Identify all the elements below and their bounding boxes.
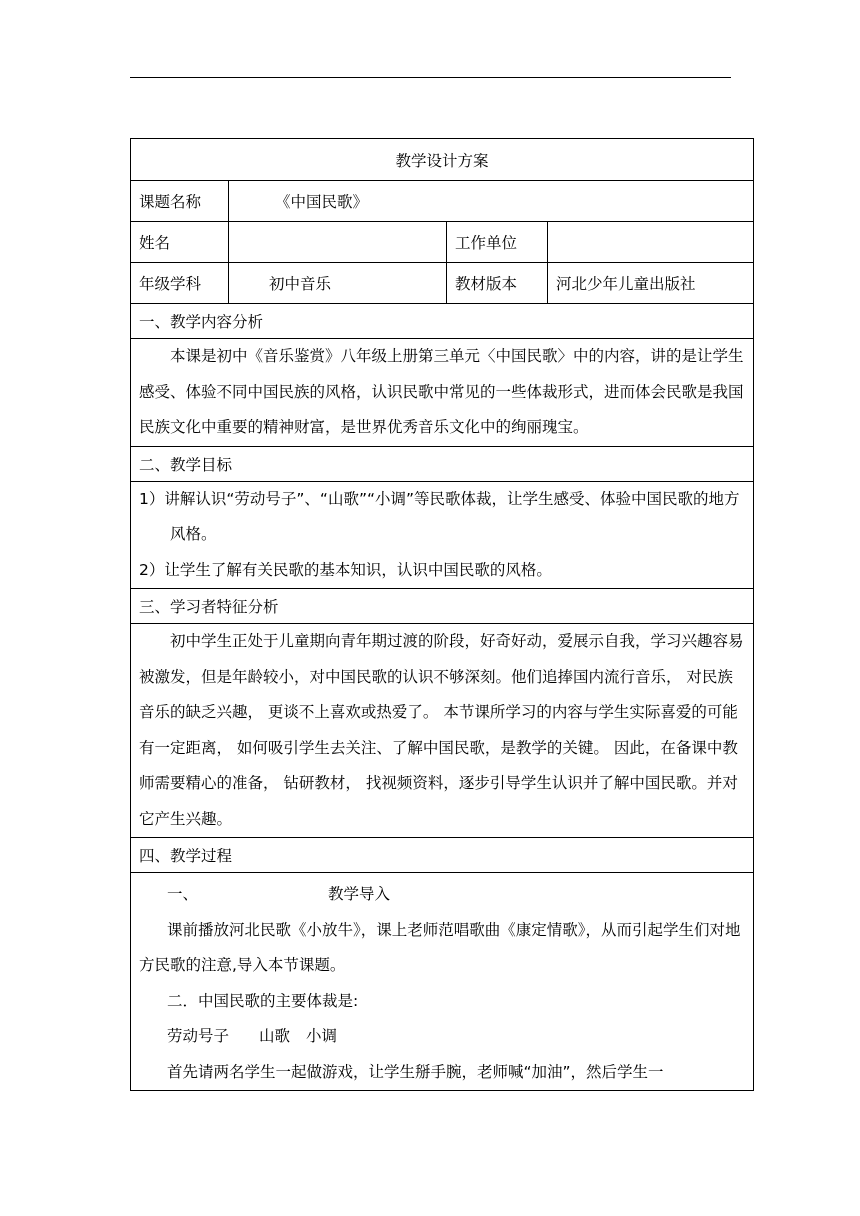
objective-item: 2）让学生了解有关民歌的基本知识，认识中国民歌的风格。 xyxy=(139,560,552,579)
form-title: 教学设计方案 xyxy=(131,139,754,181)
process-body xyxy=(131,873,754,1091)
objectives-body xyxy=(131,481,754,589)
lesson-plan-table xyxy=(130,138,754,1091)
edition-value: 河北少年儿童出版社 xyxy=(548,263,754,304)
grade-label: 年级学科 xyxy=(131,263,229,304)
unit-value xyxy=(548,222,754,263)
course-value: 《中国民歌》 xyxy=(229,181,754,222)
step1-text: 课前播放河北民歌《小放牛》，课上老师范唱歌曲《康定情歌》，从而引起学生们对地方民歌的注意,导入本节课题。 xyxy=(139,920,741,974)
genre-ditty: 小调 xyxy=(306,1027,338,1045)
step3-text: 首先请两名学生一起做游戏，让学生掰手腕，老师喊“加油”，然后学生一 xyxy=(167,1062,664,1081)
header-rule xyxy=(130,77,731,78)
content-analysis-body xyxy=(131,339,754,447)
step1-title: 教学导入 xyxy=(328,885,391,903)
course-label: 课题名称 xyxy=(131,181,229,222)
step2-title: 二．中国民歌的主要体裁是: xyxy=(167,991,359,1010)
objectives-heading: 二、教学目标 xyxy=(131,446,754,481)
name-label: 姓名 xyxy=(131,222,229,263)
learners-heading: 三、学习者特征分析 xyxy=(131,589,754,624)
step1-line xyxy=(139,877,745,913)
genre-work-song: 劳动号子 xyxy=(167,1027,230,1045)
edition-label: 教材版本 xyxy=(447,263,548,304)
grade-value: 初中音乐 xyxy=(229,263,447,304)
genre-mountain-song: 山歌 xyxy=(259,1027,291,1045)
content-analysis-text: 本课是初中《音乐鉴赏》八年级上册第三单元〈中国民歌〉中的内容，讲的是让学生感受、体验不同中国民族的风格，认识民歌中常见的一些体裁形式，进而体会民歌是我国民族文化中重要的精神财富，是世界优秀音乐文化中的绚丽瑰宝。 xyxy=(139,347,744,436)
objective-item: 1）讲解认识“劳动号子”、“山歌”“小调”等民歌体裁，让学生感受、体验中国民歌的地方风格。 xyxy=(139,489,740,543)
genres-line xyxy=(139,1019,745,1055)
content-analysis-heading: 一、教学内容分析 xyxy=(131,304,754,339)
step1-number: 一、 xyxy=(167,885,199,903)
name-value xyxy=(229,222,447,263)
learners-text: 初中学生正处于儿童期向青年期过渡的阶段，好奇好动，爱展示自我，学习兴趣容易被激发，但是年龄较小，对中国民歌的认识不够深刻。他们追捧国内流行音乐， 对民族音乐的缺乏兴趣， 更谈不上喜欢或热爱了。 本节课所学习的内容与学生实际喜爱的可能有一定距离， 如何吸引学生去关注、了解中国民歌，是教学的关键。 因此，在备课中教师需要精心的准备， 钻研教材， 找视频资料，逐步引导学生认识并了解中国民歌。并对它产生兴趣。 xyxy=(139,632,744,828)
process-heading: 四、教学过程 xyxy=(131,838,754,873)
learners-body xyxy=(131,624,754,838)
unit-label: 工作单位 xyxy=(447,222,548,263)
